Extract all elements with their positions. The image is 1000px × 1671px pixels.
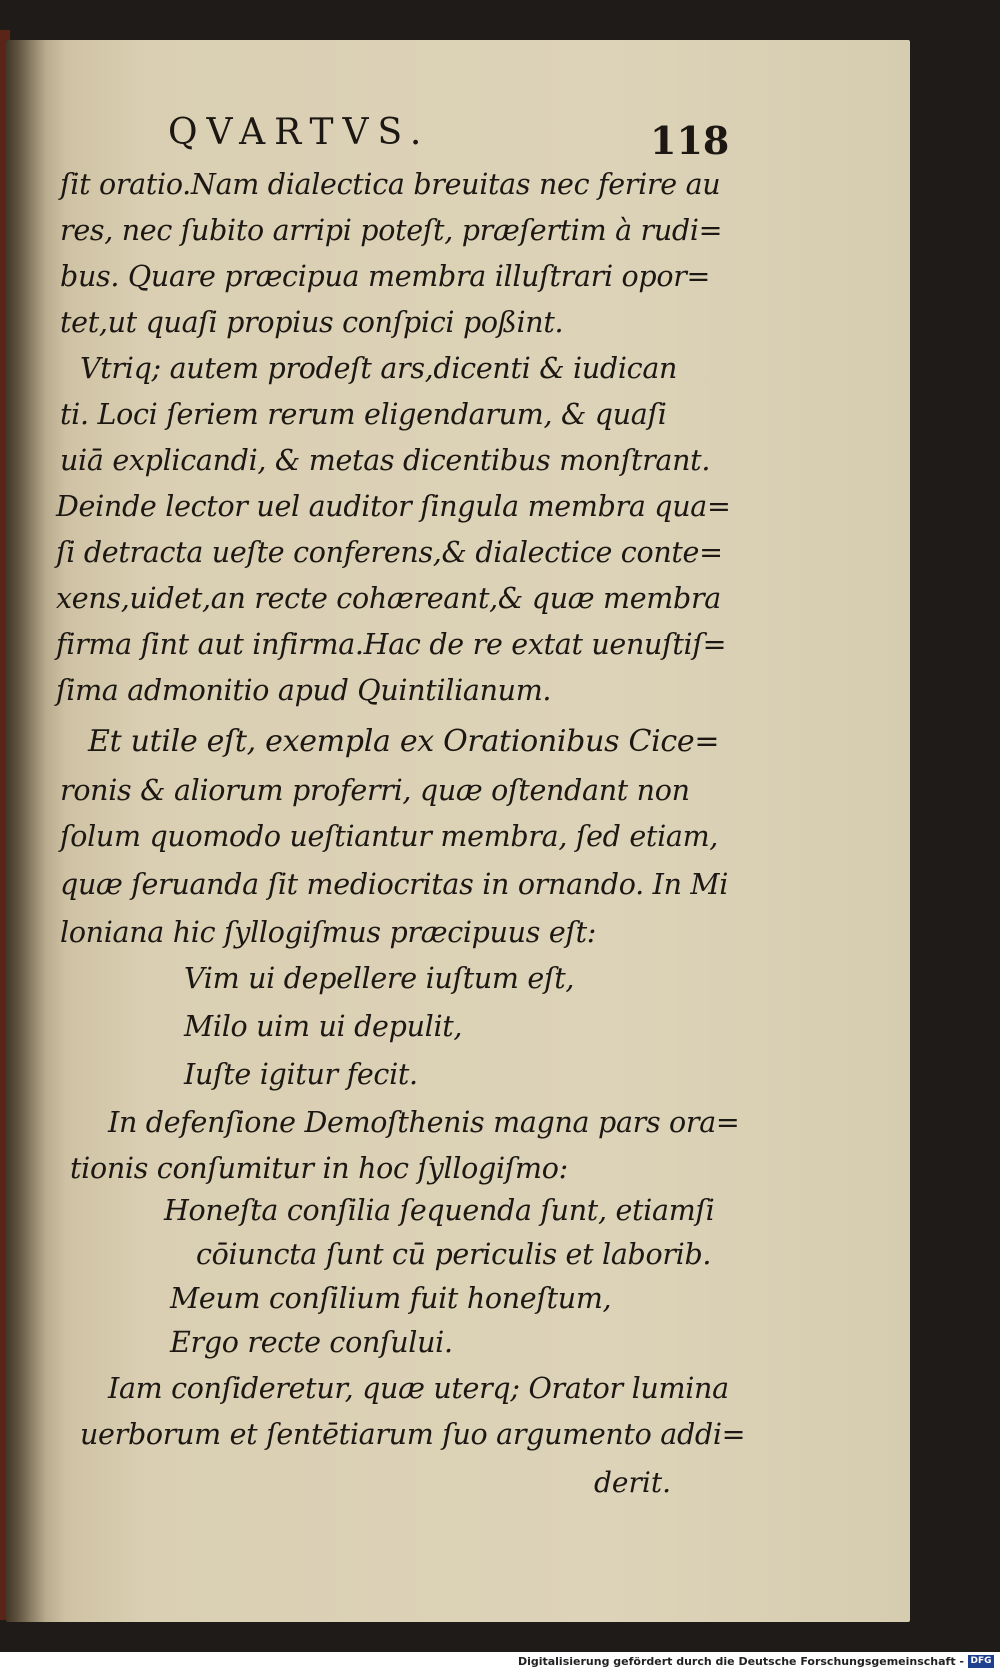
text-line: firma ſint aut infirma.Hac de re extat uenuſtiſ= bbox=[56, 628, 727, 661]
text-line: ſi detracta ueſte conferens,& dialectice conte= bbox=[56, 536, 723, 569]
text-line: In defenſione Demoſthenis magna pars ora= bbox=[108, 1106, 740, 1139]
verse-line: Ergo recte conſului. bbox=[170, 1326, 453, 1359]
catchword: derit. bbox=[594, 1466, 671, 1499]
text-line: Vtriq; autem prodeſt ars,dicenti & iudican bbox=[80, 352, 678, 385]
text-line: ſima admonitio apud Quintilianum. bbox=[56, 674, 552, 707]
text-line: ſolum quomodo ueſtiantur membra, ſed etiam, bbox=[60, 820, 719, 853]
text-line: res, nec ſubito arripi poteſt, præſertim à rudi= bbox=[60, 214, 723, 247]
text-line: xens,uidet,an recte cohæreant,& quæ membra bbox=[56, 582, 721, 615]
verse-line: Vim ui depellere iuſtum eſt, bbox=[184, 962, 575, 995]
funding-credit: Digitalisierung gefördert durch die Deutsche Forschungsgemeinschaft - bbox=[517, 1655, 964, 1668]
verse-line: Honeſta conſilia ſequenda ſunt, etiamſi bbox=[164, 1194, 715, 1227]
page-number: 118 bbox=[650, 118, 730, 163]
text-line: ſit oratio.Nam dialectica breuitas nec ferire au bbox=[60, 168, 721, 201]
text-line: Deinde lector uel auditor ſingula membra qua= bbox=[56, 490, 731, 523]
spine-shadow bbox=[6, 40, 46, 1622]
text-line: Et utile eſt, exempla ex Orationibus Cice= bbox=[88, 724, 720, 759]
text-line: bus. Quare præcipua membra illuſtrari opor= bbox=[60, 260, 711, 293]
running-title: QVARTVS. bbox=[168, 112, 431, 153]
verse-line: Meum conſilium fuit honeſtum, bbox=[170, 1282, 612, 1315]
text-line: Iam conſideretur, quæ uterq; Orator lumina bbox=[108, 1372, 729, 1405]
text-line: loniana hic ſyllogiſmus præcipuus eſt: bbox=[60, 916, 597, 949]
text-line: uiā explicandi, & metas dicentibus monſtrant. bbox=[60, 444, 711, 477]
text-line: quæ ſeruanda ſit mediocritas in ornando. In Mi bbox=[60, 868, 729, 901]
text-line: tionis conſumitur in hoc ſyllogiſmo: bbox=[70, 1152, 568, 1185]
text-line: ronis & aliorum proferri, quæ oſtendant non bbox=[60, 774, 690, 807]
dfg-logo: DFG bbox=[968, 1655, 994, 1668]
text-line: uerborum et ſentētiarum ſuo argumento addi= bbox=[80, 1418, 746, 1451]
text-line: ti. Loci ſeriem rerum eligendarum, & quaſi bbox=[60, 398, 667, 431]
verse-line: cōiuncta ſunt cū periculis et laborib. bbox=[196, 1238, 712, 1271]
verse-line: Iuſte igitur fecit. bbox=[184, 1058, 418, 1091]
verse-line: Milo uim ui depulit, bbox=[184, 1010, 463, 1043]
text-line: tet,ut quaſi propius conſpici poßint. bbox=[60, 306, 564, 339]
